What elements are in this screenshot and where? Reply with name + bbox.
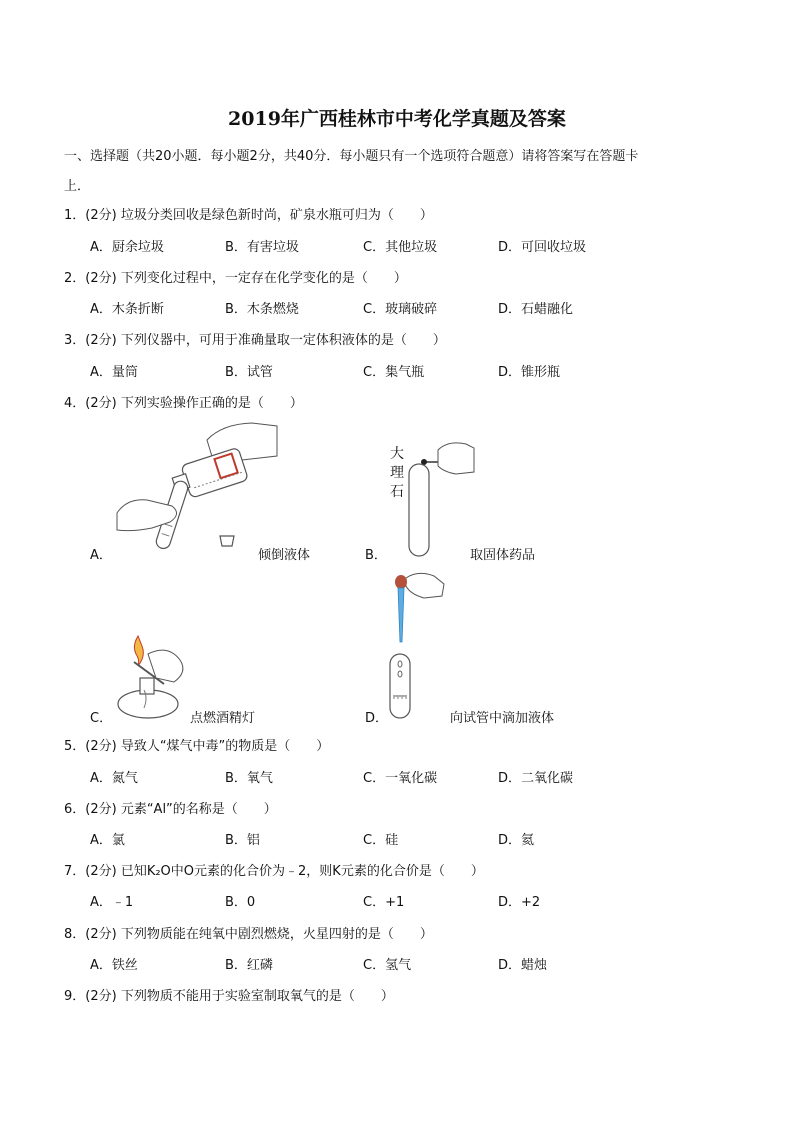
q2-option-d: D．石蜡融化 bbox=[498, 302, 574, 317]
page-title: 2019年广西桂林市中考化学真题及答案 bbox=[228, 108, 566, 130]
q4-option-a-letter: A． bbox=[90, 548, 112, 563]
question-4-stem: 4．(2分) 下列实验操作正确的是（ ） bbox=[64, 396, 303, 411]
question-6-stem: 6．(2分) 元素“Al”的名称是（ ） bbox=[64, 802, 277, 817]
q4-option-d-letter: D． bbox=[365, 711, 389, 726]
q4-option-c-caption: 点燃酒精灯 bbox=[190, 711, 256, 726]
q1-option-a: A．厨余垃圾 bbox=[90, 240, 164, 255]
marble-label-2: 理 bbox=[390, 465, 404, 481]
q2-option-a: A．木条折断 bbox=[90, 302, 164, 317]
q5-option-a: A．氮气 bbox=[90, 771, 138, 786]
q6-option-d: D．氦 bbox=[498, 833, 535, 848]
q6-option-b: B．铝 bbox=[225, 833, 260, 848]
question-2-stem: 2．(2分) 下列变化过程中，一定存在化学变化的是（ ） bbox=[64, 271, 407, 286]
alcohol-lamp-figure bbox=[108, 632, 198, 722]
dropper-figure bbox=[384, 568, 464, 724]
section-heading-line1: 一、选择题（共20小题．每小题2分，共40分．每小题只有一个选项符合题意）请将答案写在答题卡 bbox=[64, 149, 639, 164]
q4-option-b-letter: B． bbox=[365, 548, 387, 563]
question-9-stem: 9．(2分) 下列物质不能用于实验室制取氧气的是（ ） bbox=[64, 989, 394, 1004]
q4-option-c-letter: C． bbox=[90, 711, 113, 726]
q8-option-c: C．氢气 bbox=[363, 958, 412, 973]
marble-label-1: 大 bbox=[390, 446, 404, 462]
q5-option-c: C．一氧化碳 bbox=[363, 771, 438, 786]
q1-option-b: B．有害垃圾 bbox=[225, 240, 299, 255]
q2-option-b: B．木条燃烧 bbox=[225, 302, 299, 317]
q7-option-d: D．+2 bbox=[498, 895, 541, 910]
question-5-stem: 5．(2分) 导致人“煤气中毒”的物质是（ ） bbox=[64, 739, 330, 754]
pouring-liquid-figure bbox=[112, 418, 282, 558]
q3-option-d: D．锥形瓶 bbox=[498, 365, 561, 380]
q1-option-c: C．其他垃圾 bbox=[363, 240, 438, 255]
q5-option-b: B．氧气 bbox=[225, 771, 273, 786]
q4-option-a-caption: 倾倒液体 bbox=[258, 548, 311, 563]
marble-label-3: 石 bbox=[390, 484, 404, 500]
question-8-stem: 8．(2分) 下列物质能在纯氧中剧烈燃烧，火星四射的是（ ） bbox=[64, 927, 433, 942]
q7-option-b: B．0 bbox=[225, 895, 256, 910]
q8-option-a: A．铁丝 bbox=[90, 958, 138, 973]
q1-option-d: D．可回收垃圾 bbox=[498, 240, 587, 255]
q2-option-c: C．玻璃破碎 bbox=[363, 302, 438, 317]
question-7-stem: 7．(2分) 已知K₂O中O元素的化合价为﹣2，则K元素的化合价是（ ） bbox=[64, 864, 484, 879]
q6-option-a: A．氯 bbox=[90, 833, 125, 848]
q5-option-d: D．二氧化碳 bbox=[498, 771, 574, 786]
q7-option-a: A．﹣1 bbox=[90, 895, 134, 910]
q3-option-c: C．集气瓶 bbox=[363, 365, 425, 380]
q7-option-c: C．+1 bbox=[363, 895, 405, 910]
q6-option-c: C．硅 bbox=[363, 833, 399, 848]
q3-option-b: B．试管 bbox=[225, 365, 273, 380]
q8-option-b: B．红磷 bbox=[225, 958, 273, 973]
q4-option-b-caption: 取固体药品 bbox=[470, 548, 536, 563]
question-3-stem: 3．(2分) 下列仪器中，可用于准确量取一定体积液体的是（ ） bbox=[64, 333, 446, 348]
q4-option-d-caption: 向试管中滴加液体 bbox=[450, 711, 555, 726]
section-heading-line2: 上． bbox=[64, 179, 91, 194]
q3-option-a: A．量筒 bbox=[90, 365, 138, 380]
question-1-stem: 1．(2分) 垃圾分类回收是绿色新时尚，矿泉水瓶可归为（ ） bbox=[64, 208, 433, 223]
q8-option-d: D．蜡烛 bbox=[498, 958, 548, 973]
